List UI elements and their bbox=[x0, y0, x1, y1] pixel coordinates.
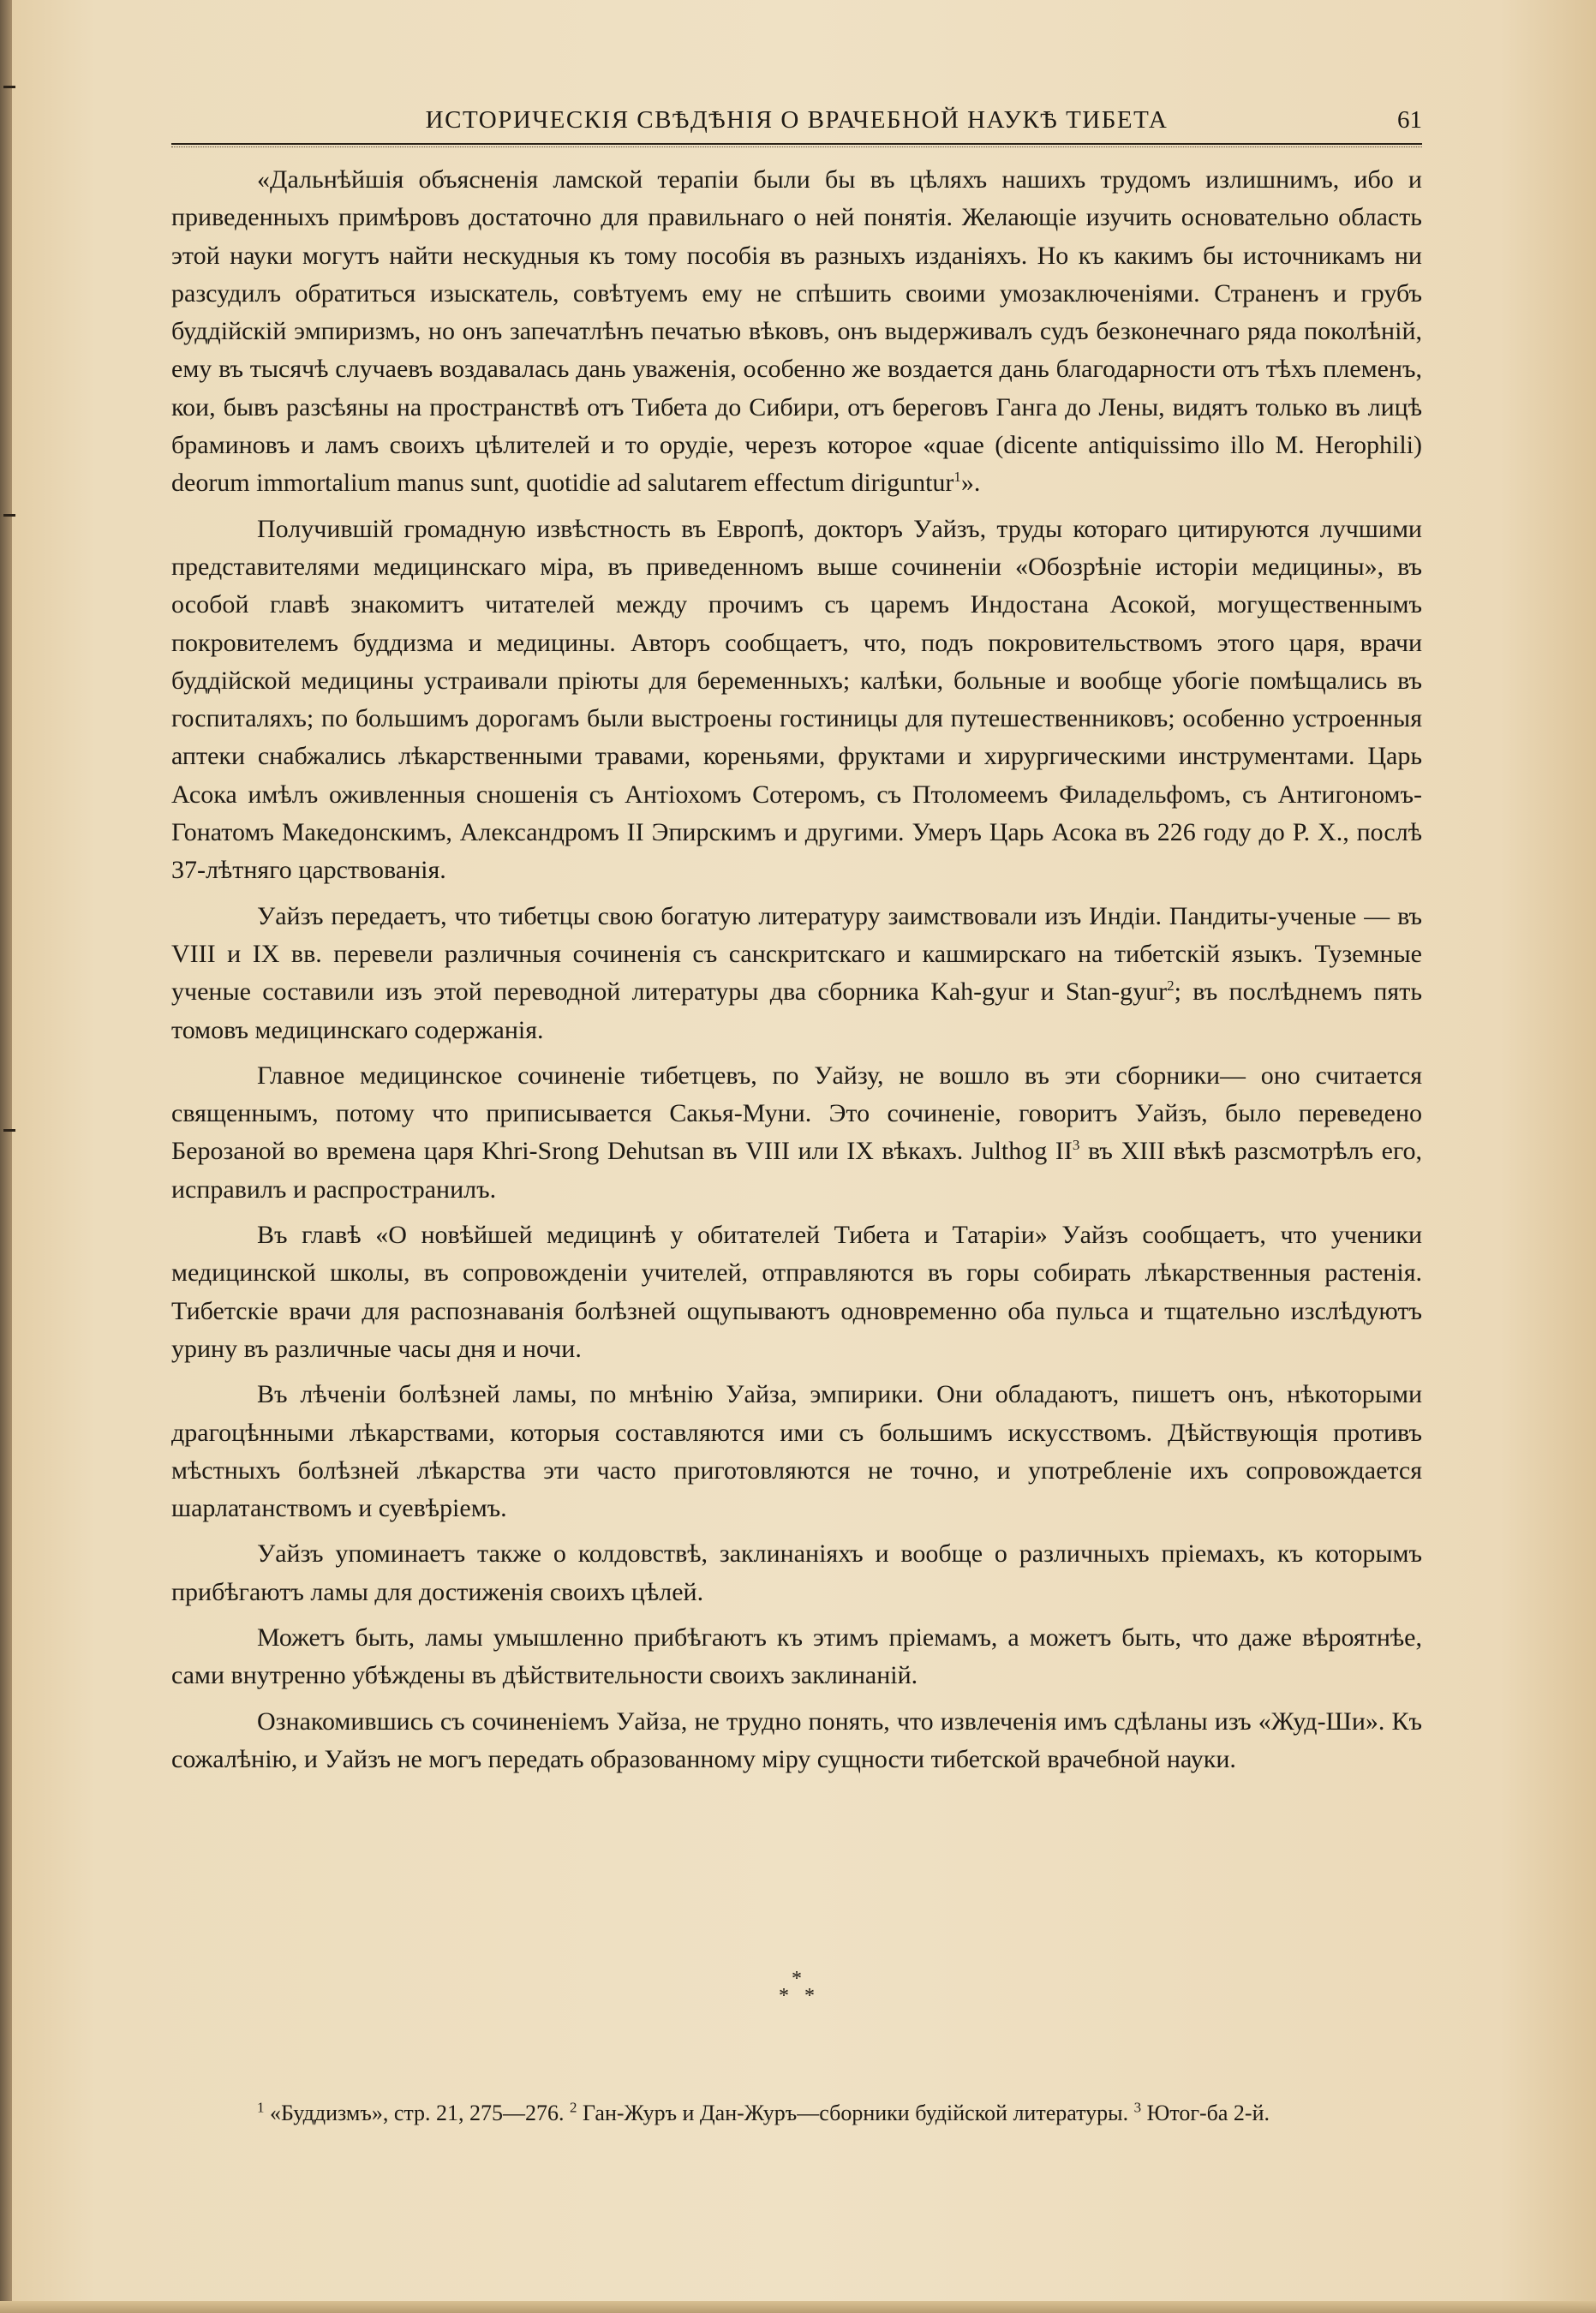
footnote-ref: 3 bbox=[1072, 1137, 1080, 1154]
page-bottom-edge bbox=[0, 2301, 1596, 2313]
body-text bbox=[171, 161, 1422, 1786]
paragraph bbox=[171, 1535, 1422, 1611]
paragraph-tail: ». bbox=[960, 469, 981, 498]
paragraph bbox=[171, 898, 1422, 1049]
footnote-mark: 3 bbox=[1133, 2099, 1142, 2116]
footnote-mark: 2 bbox=[570, 2099, 577, 2116]
paragraph-text: Ознакомившись съ сочиненіемъ Уайза, не трудно понять, что извлеченія имъ сдѣланы изъ «Жуд-Ши». Къ сожалѣнію, и Уайзъ не могъ передать образованному міру сущности тибетской врачебной науки. bbox=[171, 1706, 1422, 1773]
edge-mark bbox=[3, 514, 15, 517]
paragraph-tail: въ XIII вѣкѣ разсмотрѣлъ его, исправилъ и распространилъ. bbox=[171, 1137, 1423, 1204]
paragraph-text: Въ лѣченіи болѣзней ламы, по мнѣнію Уайза, эмпирики. Они обладаютъ, пишетъ онъ, нѣкоторыми драгоцѣнными лѣкарствами, которыя составляются ими съ большимъ искусствомъ. Дѣйствующія противъ мѣстныхъ болѣзней лѣкарства эти часто приготовляются не точно, и употребленіе ихъ сопровождается шарлатанствомъ и суевѣріемъ. bbox=[171, 1380, 1422, 1523]
footnote-ref: 1 bbox=[953, 469, 961, 486]
edge-mark bbox=[3, 1129, 15, 1132]
paragraph-text: Можетъ быть, ламы умышленно прибѣгаютъ къ этимъ пріемамъ, а можетъ быть, что даже вѣроятнѣе, сами внутренно убѣждены въ дѣйствительности своихъ заклинаній. bbox=[171, 1623, 1422, 1690]
paragraph-text: Уайзъ передаетъ, что тибетцы свою богатую литературу заимствовали изъ Индіи. Пандиты-ученые — въ VIII и IX вв. перевели различныя сочиненія съ санскритскаго и кашмирскаго на тибетскій языкъ. Туземные ученые составили изъ этой переводной литературы два сборника Kah-gyur и Stan-gyur bbox=[171, 901, 1422, 1007]
footnote-mark: 1 bbox=[257, 2099, 265, 2116]
paragraph bbox=[171, 1376, 1422, 1527]
paragraph-tail: ; въ послѣднемъ пять томовъ медицинскаго содержанія. bbox=[171, 977, 1422, 1044]
paragraph-text: «Дальнѣйшія объясненія ламской терапіи были бы въ цѣляхъ нашихъ трудомъ излишнимъ, ибо и приведенныхъ примѣровъ достаточно для правильнаго о ней понятія. Желающіе изучить основательно область этой науки могутъ найти нескудныя къ тому пособія въ разныхъ изданіяхъ. Но къ какимъ бы источникамъ ни разсудилъ обратиться изыскатель, совѣтуемъ ему не спѣшить своими умозаключеніями. Страненъ и грубъ буддійскій эмпиризмъ, но онъ запечатлѣнъ печатью вѣковъ, онъ выдерживалъ судъ безконечнаго ряда поколѣній, ему въ тысячѣ случаевъ воздавалась дань уваженія, особенно же воздается дань благодарности отъ тѣхъ племенъ, кои, бывъ разсѣяны на пространствѣ отъ Тибета до Сибири, отъ береговъ Ганга до Лены, видятъ только въ лицѣ браминовъ и ламъ своихъ цѣлителей и то орудіе, черезъ которое «quae (dicente antiquissimo illo M. Herophili) deorum immortalium manus sunt, quotidie ad salutarem effectum diriguntur bbox=[171, 165, 1422, 498]
section-asterism bbox=[754, 1970, 840, 2005]
edge-mark bbox=[3, 86, 15, 88]
paragraph-text: Получившій громадную извѣстность въ Европѣ, докторъ Уайзъ, труды котораго цитируются лучшими представителями медицинскаго міра, въ приведенномъ выше сочиненіи «Обозрѣніе исторіи медицины», въ особой главѣ знакомитъ читателей между прочимъ съ царемъ Индостана Асокой, могущественнымъ покровителемъ буддизма и медицины. Авторъ сообщаетъ, что, подъ покровительствомъ этого царя, врачи буддійской медицины устраивали пріюты для беременныхъ; калѣки, больные и вообще убогіе помѣщались въ госпиталяхъ; по большимъ дорогамъ были выстроены гостиницы для путешественниковъ; особенно устроенныя аптеки снабжались лѣкарственными травами, кореньями, фруктами и хирургическими инструментами. Царь Асока имѣлъ оживленныя сношенія съ Антіохомъ Сотеромъ, съ Птоломеемъ Филадельфомъ, съ Антигономъ-Гонатомъ Македонскимъ, Александромъ II Эпирскимъ и другими. Умеръ Царь Асока въ 226 году до Р. Х., послѣ 37-лѣтняго царствованія. bbox=[171, 514, 1422, 885]
paragraph bbox=[171, 1703, 1422, 1779]
paragraph bbox=[171, 1216, 1422, 1368]
header-rule bbox=[171, 143, 1422, 145]
asterism-bottom: * * bbox=[779, 1985, 815, 2007]
page-spine-edge bbox=[0, 0, 12, 2313]
header-rule-dotted bbox=[171, 146, 1422, 147]
running-title: ИСТОРИЧЕСКІЯ СВѢДѢНІЯ О ВРАЧЕБНОЙ НАУКѢ ТИБЕТА bbox=[425, 106, 1169, 134]
paragraph-text: Въ главѣ «О новѣйшей медицинѣ у обитателей Тибета и Татаріи» Уайзъ сообщаетъ, что ученики медицинской школы, въ сопровожденіи учителей, отправляются въ горы собирать лѣкарственныя растенія. Тибетскіе врачи для распознаванія болѣзней ощупываютъ одновременно оба пульса и тщательно изслѣдуютъ урину въ различные часы дня и ночи. bbox=[171, 1221, 1422, 1363]
page-number: 61 bbox=[1397, 106, 1422, 134]
footnote-text: Ютог-ба 2-й. bbox=[1146, 2101, 1270, 2125]
paragraph-text: Уайзъ упоминаетъ также о колдовствѣ, заклинаніяхъ и вообще о различныхъ пріемахъ, къ которымъ прибѣгаютъ ламы для достиженія своихъ цѣлей. bbox=[171, 1539, 1422, 1606]
paragraph bbox=[171, 1619, 1422, 1695]
paragraph-text: Главное медицинское сочиненіе тибетцевъ, по Уайзу, не вошло въ эти сборники— оно считается священнымъ, потому что приписывается Сакья-Муни. Это сочиненіе, говоритъ Уайзъ, было переведено Берозаной во времена царя Khri-Srong Dehutsan въ VIII или IX вѣкахъ. Julthog II bbox=[171, 1061, 1422, 1166]
footnote-text: «Буддизмъ», стр. 21, 275—276. bbox=[270, 2101, 565, 2125]
running-header bbox=[171, 101, 1422, 142]
footnotes bbox=[171, 2097, 1422, 2130]
paragraph bbox=[171, 511, 1422, 890]
asterism-top: * bbox=[792, 1968, 802, 1990]
paragraph bbox=[171, 161, 1422, 503]
footnote-ref: 2 bbox=[1167, 977, 1175, 995]
footnote-text: Ган-Журъ и Дан-Журъ—сборники будійской литературы. bbox=[583, 2101, 1129, 2125]
paragraph bbox=[171, 1057, 1422, 1209]
